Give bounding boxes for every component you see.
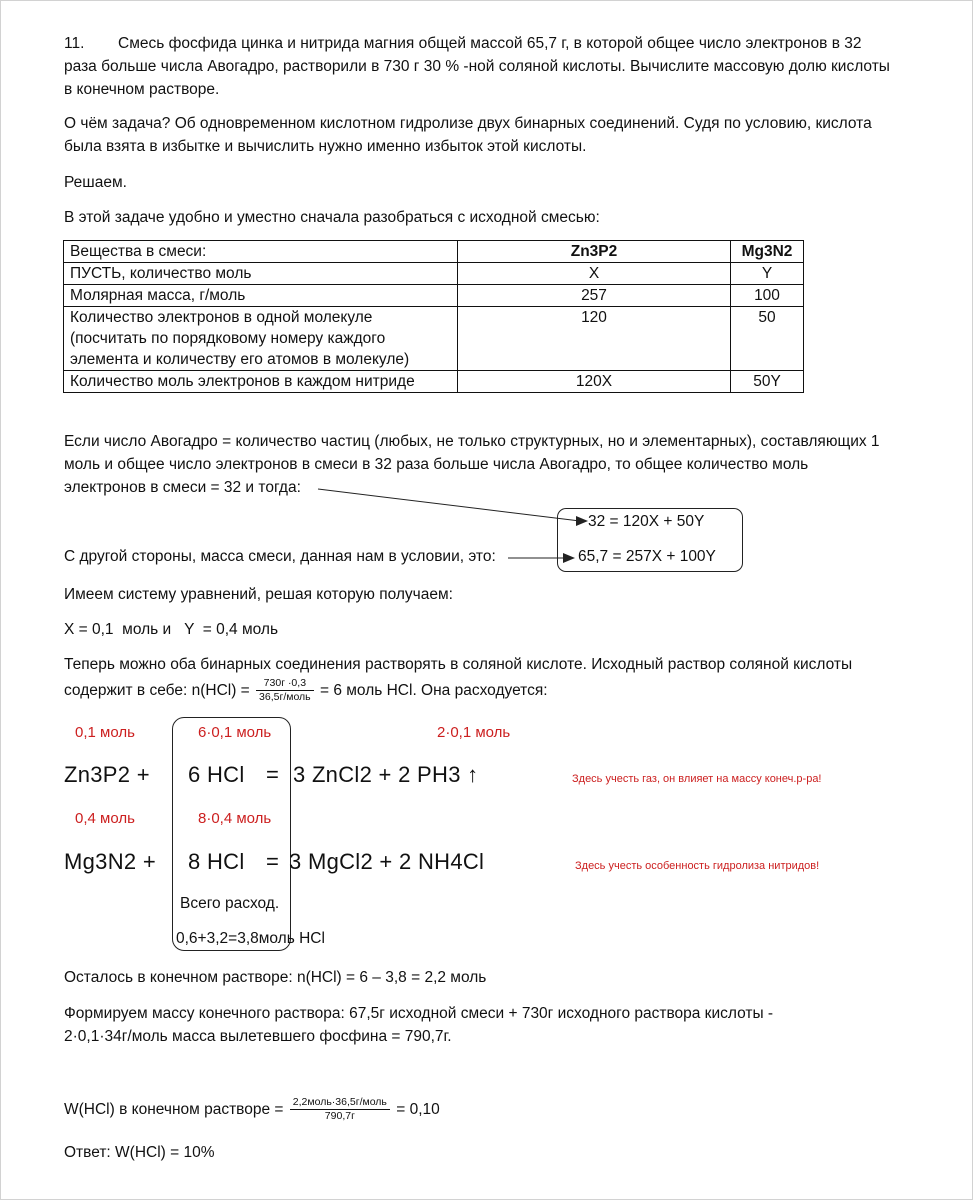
r2-reactant-hcl: 8 HCl [188,849,245,874]
hcl-fraction [256,677,314,704]
r2-equals: = [266,849,280,874]
intro-paragraph: О чём задача? Об одновременном кислотном гидролизе двух бинарных соединений. Судя по условию, кислота была взята в избытке и вычислить нужно именно избыток этой кислоты. [64,115,872,155]
fraction-numerator: 730г ·0,3 [256,677,314,691]
r2-qty-hcl: 8·0,4 моль [198,810,272,827]
r1-reactant-hcl: 6 HCl [188,762,245,787]
r1-reactant-zn3p2: Zn3P2 + [64,762,150,787]
equation-1: 32 = 120X + 50Y [588,513,705,530]
answer-line: Ответ: W(HCl) = 10% [64,1144,215,1161]
r2-qty-mg3n2: 0,4 моль [75,810,135,827]
r1-products: 3 ZnCl2 + 2 PH3 ↑ [293,762,479,787]
fraction-denominator: 790,7г [324,1110,355,1123]
table-cell: Количество моль электронов в каждом нитриде [64,371,458,393]
final-mass-paragraph: Формируем массу конечного раствора: 67,5г исходной смеси + 730г исходного раствора кислоты - 2·0,1·34г/моль масса вылетевшего фосфина = 790,7г. [64,1005,774,1045]
table-cell: 120X [458,371,731,393]
hcl-consumption-box [172,717,291,951]
problem-text: Смесь фосфида цинка и нитрида магния общей массой 65,7 г, в которой общее число электронов в 32 раза больше числа Авогадро, растворили в 730 г 30 % -ной соляной кислоты. Вычислите массовую долю кислоты в конечном растворе. [64,35,890,98]
table-cell: 50 [731,307,804,371]
table-cell: X [458,263,731,285]
fraction-numerator: 2,2моль·36,5г/моль [290,1096,390,1110]
table-cell: 257 [458,285,731,307]
r1-qty-hcl: 6·0,1 моль [198,724,272,741]
solution-line: X = 0,1 моль и Y = 0,4 моль [64,621,279,638]
table-header-cell: Mg3N2 [731,241,804,263]
r1-note: Здесь учесть газ, он влияет на массу конеч.р-ра! [572,773,822,785]
table-cell: 100 [731,285,804,307]
fraction-denominator: 36,5г/моль [259,691,311,704]
hcl-suffix: = 6 моль HCl. Она расходуется: [319,682,548,699]
dissolve-paragraph: Теперь можно оба бинарных соединения растворять в соляной кислоте. Исходный раствор соляной кислоты [64,656,853,673]
w-formula-line [64,1092,440,1128]
arrow-line-1 [318,489,580,521]
r2-products: 3 MgCl2 + 2 NH4Cl [289,849,485,874]
table-header-cell: Вещества в смеси: [64,241,458,263]
r1-equals: = [266,762,280,787]
equation-2: 65,7 = 257X + 100Y [578,548,716,565]
hcl-prefix: содержит в себе: n(HCl) = [64,682,250,699]
system-paragraph: Имеем систему уравнений, решая которую получаем: [64,586,453,603]
r1-qty-zn3p2: 0,1 моль [75,724,135,741]
problem-number: 11. [64,35,85,52]
table-cell: Y [731,263,804,285]
r1-qty-ph3: 2·0,1 моль [437,724,511,741]
total-label: Всего расход. [180,895,280,912]
table-cell: 50Y [731,371,804,393]
table-cell: Молярная масса, г/моль [64,285,458,307]
w-suffix: = 0,10 [396,1101,440,1118]
avogadro-paragraph: Если число Авогадро = количество частиц (любых, не только структурных, но и элементарных), составляющих 1 моль и общее число электронов в смеси в 32 раза больше числа Авогадро, то общее количество моль электронов в смеси = 32 и тогда: [64,433,880,496]
w-fraction [290,1096,390,1123]
mass-paragraph: С другой стороны, масса смеси, данная нам в условии, это: [64,548,496,565]
r2-reactant-mg3n2: Mg3N2 + [64,849,156,874]
table-header-cell: Zn3P2 [458,241,731,263]
table-cell: 120 [458,307,731,371]
total-value: 0,6+3,2=3,8моль HCl [176,930,325,947]
table-cell: ПУСТЬ, количество моль [64,263,458,285]
r2-note: Здесь учесть особенность гидролиза нитридов! [575,860,820,872]
w-prefix: W(HCl) в конечном растворе = [64,1101,284,1118]
table-cell: Количество электронов в одной молекуле (посчитать по порядковому номеру каждого элемента и количеству его атомов в молекуле) [64,307,458,371]
remaining-paragraph: Осталось в конечном растворе: n(HCl) = 6 – 3,8 = 2,2 моль [64,969,487,986]
table-intro: В этой задаче удобно и уместно сначала разобраться с исходной смесью: [64,209,600,226]
solve-label: Решаем. [64,174,127,191]
hcl-amount-line [64,676,548,706]
